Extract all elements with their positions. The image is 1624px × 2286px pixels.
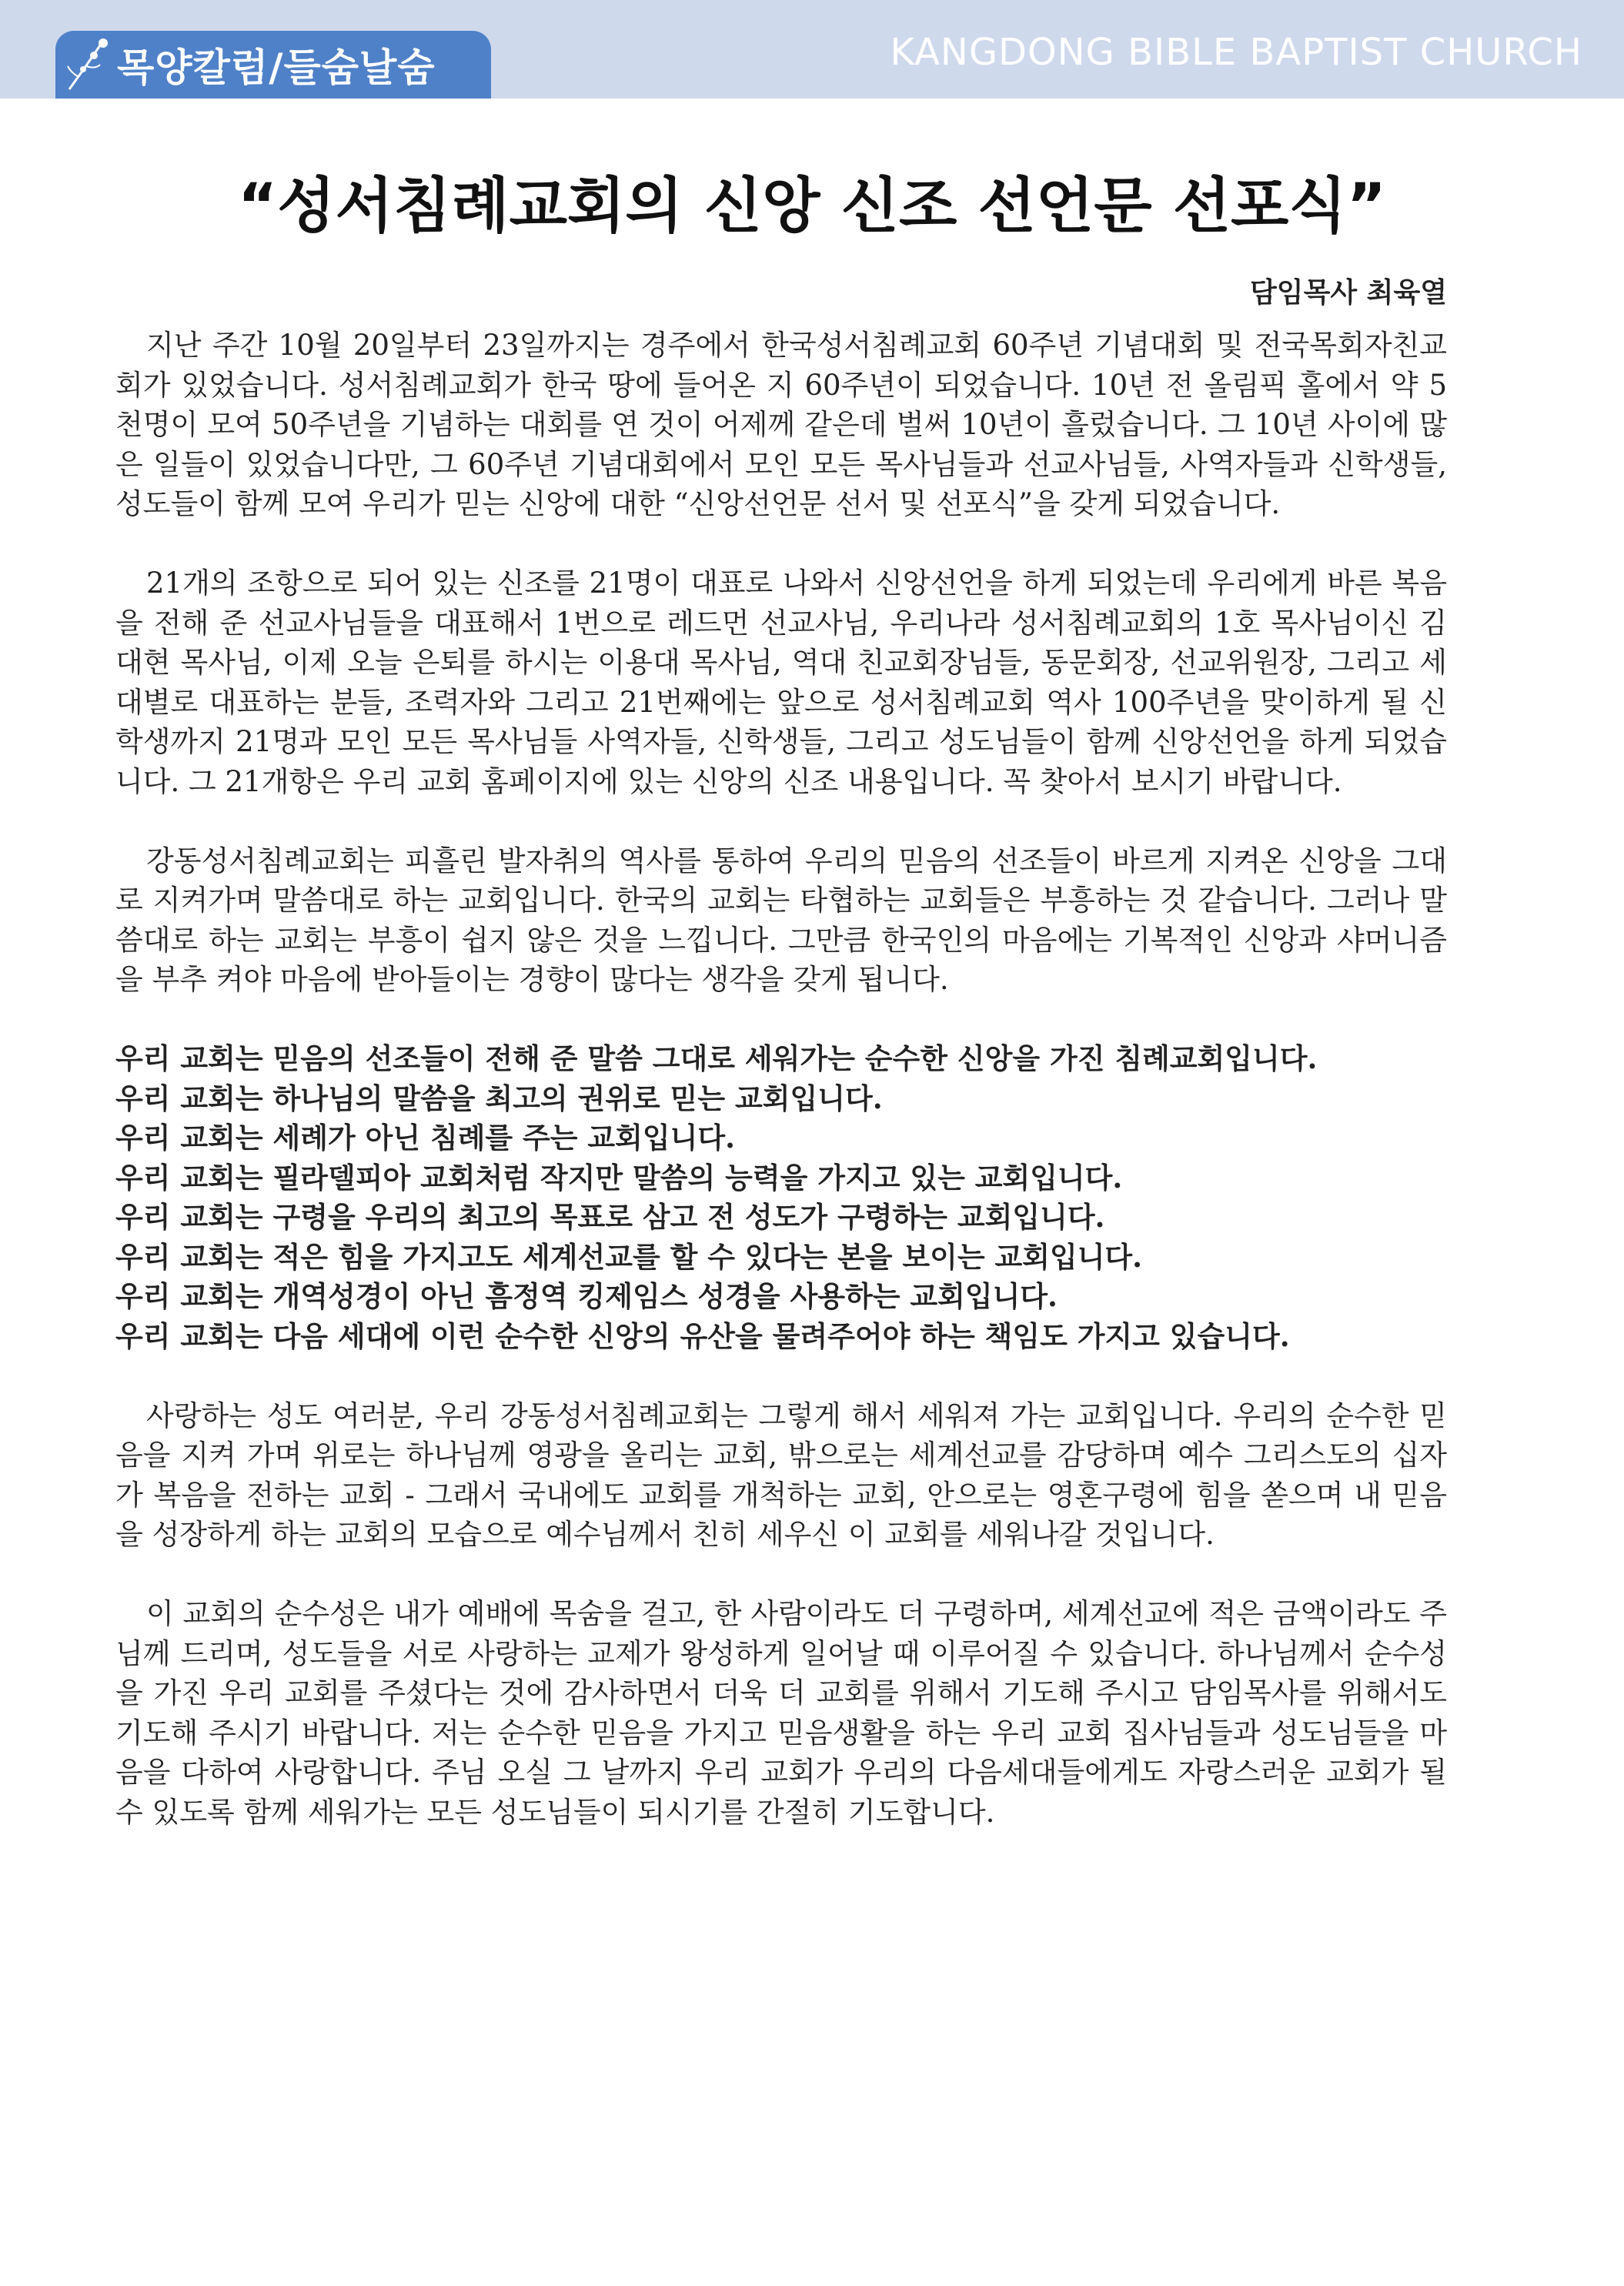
declaration-item: 우리 교회는 믿음의 선조들이 전해 준 말씀 그대로 세워가는 순수한 신앙을 가진 침례교회입니다. [115, 1041, 1318, 1075]
article-title: “성서침례교회의 신앙 신조 선언문 선포식” [237, 172, 1387, 241]
declaration-item: 우리 교회는 필라델피아 교회처럼 작지만 말씀의 능력을 가지고 있는 교회입니다. [115, 1160, 1123, 1195]
section-tab-label: 목양칼럼/들숨날숨 [117, 45, 436, 90]
declaration-item: 우리 교회는 하나님의 말씀을 최고의 권위로 믿는 교회입니다. [115, 1081, 883, 1115]
paragraph: 사랑하는 성도 여러분, 우리 강동성서침례교회는 그렇게 해서 세워져 가는 교회입니다. 우리의 순수한 믿음을 지켜 가며 위로는 하나님께 영광을 올리는 교회, 밖으로는 세계선교를 감당하며 예수 그리스도의 십자가 복음을 전하는 교회 - 그래서 국내에도 교회를 개척하는 교회, 안으로는 영혼구령에 힘을 쏟으며 내 믿음을 성장하게 하는 교회의 모습으로 예수님께서 친히 세우신 이 교회를 세워나갈 것입니다. [115, 1399, 1447, 1551]
paragraph: 이 교회의 순수성은 내가 예배에 목숨을 걸고, 한 사람이라도 더 구령하며, 세계선교에 적은 금액이라도 주님께 드리며, 성도들을 서로 사랑하는 교제가 왕성하게 일어날 때 이루어질 수 있습니다. 하나님께서 순수성을 가진 우리 교회를 주셨다는 것에 감사하면서 더욱 더 교회를 위해서 기도해 주시고 담임목사를 위해서도 기도해 주시기 바랍니다. 저는 순수한 믿음을 가지고 믿음생활을 하는 우리 교회 집사님들과 성도님들을 마음을 다하여 사랑합니다. 주님 오실 그 날까지 우리 교회가 우리의 다음세대들에게도 자랑스러운 교회가 될 수 있도록 함께 세워가는 모든 성도님들이 되시기를 간절히 기도합니다. [115, 1597, 1447, 1829]
paragraph: 지난 주간 10월 20일부터 23일까지는 경주에서 한국성서침례교회 60주년 기념대회 및 전국목회자친교회가 있었습니다. 성서침례교회가 한국 땅에 들어온 지 60주년이 되었습니다. 10년 전 올림픽 홀에서 약 5천명이 모여 50주년을 기념하는 대회를 연 것이 어제께 같은데 벌써 10년이 흘렀습니다. 그 10년 사이에 많은 일들이 있었습니다만, 그 60주년 기념대회에서 모인 모든 목사님들과 선교사님들, 사역자들과 신학생들, 성도들이 함께 모여 우리가 믿는 신앙에 대한 “신앙선언문 선서 및 선포식”을 갖게 되었습니다. [115, 329, 1447, 520]
section-tab [55, 31, 491, 99]
declaration-item: 우리 교회는 적은 힘을 가지고도 세계선교를 할 수 있다는 본을 보이는 교회입니다. [115, 1239, 1143, 1274]
declaration-item: 우리 교회는 다음 세대에 이런 순수한 신앙의 유산을 물려주어야 하는 책임도 가지고 있습니다. [115, 1318, 1290, 1353]
flower-sprig-icon [55, 31, 117, 99]
declaration-item: 우리 교회는 세례가 아닌 침례를 주는 교회입니다. [115, 1121, 736, 1155]
declaration-item: 우리 교회는 구령을 우리의 최고의 목표로 삼고 전 성도가 구령하는 교회입니다. [115, 1200, 1105, 1234]
article-body [115, 326, 1447, 1872]
paragraph: 21개의 조항으로 되어 있는 신조를 21명이 대표로 나와서 신앙선언을 하게 되었는데 우리에게 바른 복음을 전해 준 선교사님들을 대표해서 1번으로 레드먼 선교사님, 우리나라 성서침례교회의 1호 목사님이신 김대현 목사님, 이제 오늘 은퇴를 하시는 이용대 목사님, 역대 친교회장님들, 동문회장, 선교위원장, 그리고 세대별로 대표하는 분들, 조력자와 그리고 21번째에는 앞으로 성서침례교회 역사 100주년을 맞이하게 될 신학생까지 21명과 모인 모든 목사님들 사역자들, 신학생들, 그리고 성도님들이 함께 신앙선언을 하게 되었습니다. 그 21개항은 우리 교회 홈페이지에 있는 신앙의 신조 내용입니다. 꼭 찾아서 보시기 바랍니다. [115, 566, 1447, 798]
declaration-list [115, 1039, 1447, 1356]
article-author: 담임목사 최육열 [1250, 277, 1447, 309]
paragraph: 강동성서침례교회는 피흘린 발자취의 역사를 통하여 우리의 믿음의 선조들이 바르게 지켜온 신앙을 그대로 지켜가며 말씀대로 하는 교회입니다. 한국의 교회는 타협하는 교회들은 부흥하는 것 같습니다. 그러나 말씀대로 하는 교회는 부흥이 쉽지 않은 것을 느낍니다. 그만큼 한국인의 마음에는 기복적인 신앙과 샤머니즘을 부추 켜야 마음에 받아들이는 경향이 많다는 생각을 갖게 됩니다. [115, 844, 1447, 996]
church-name: KANGDONG BIBLE BAPTIST CHURCH [890, 31, 1582, 74]
declaration-item: 우리 교회는 개역성경이 아닌 흠정역 킹제임스 성경을 사용하는 교회입니다. [115, 1279, 1058, 1313]
